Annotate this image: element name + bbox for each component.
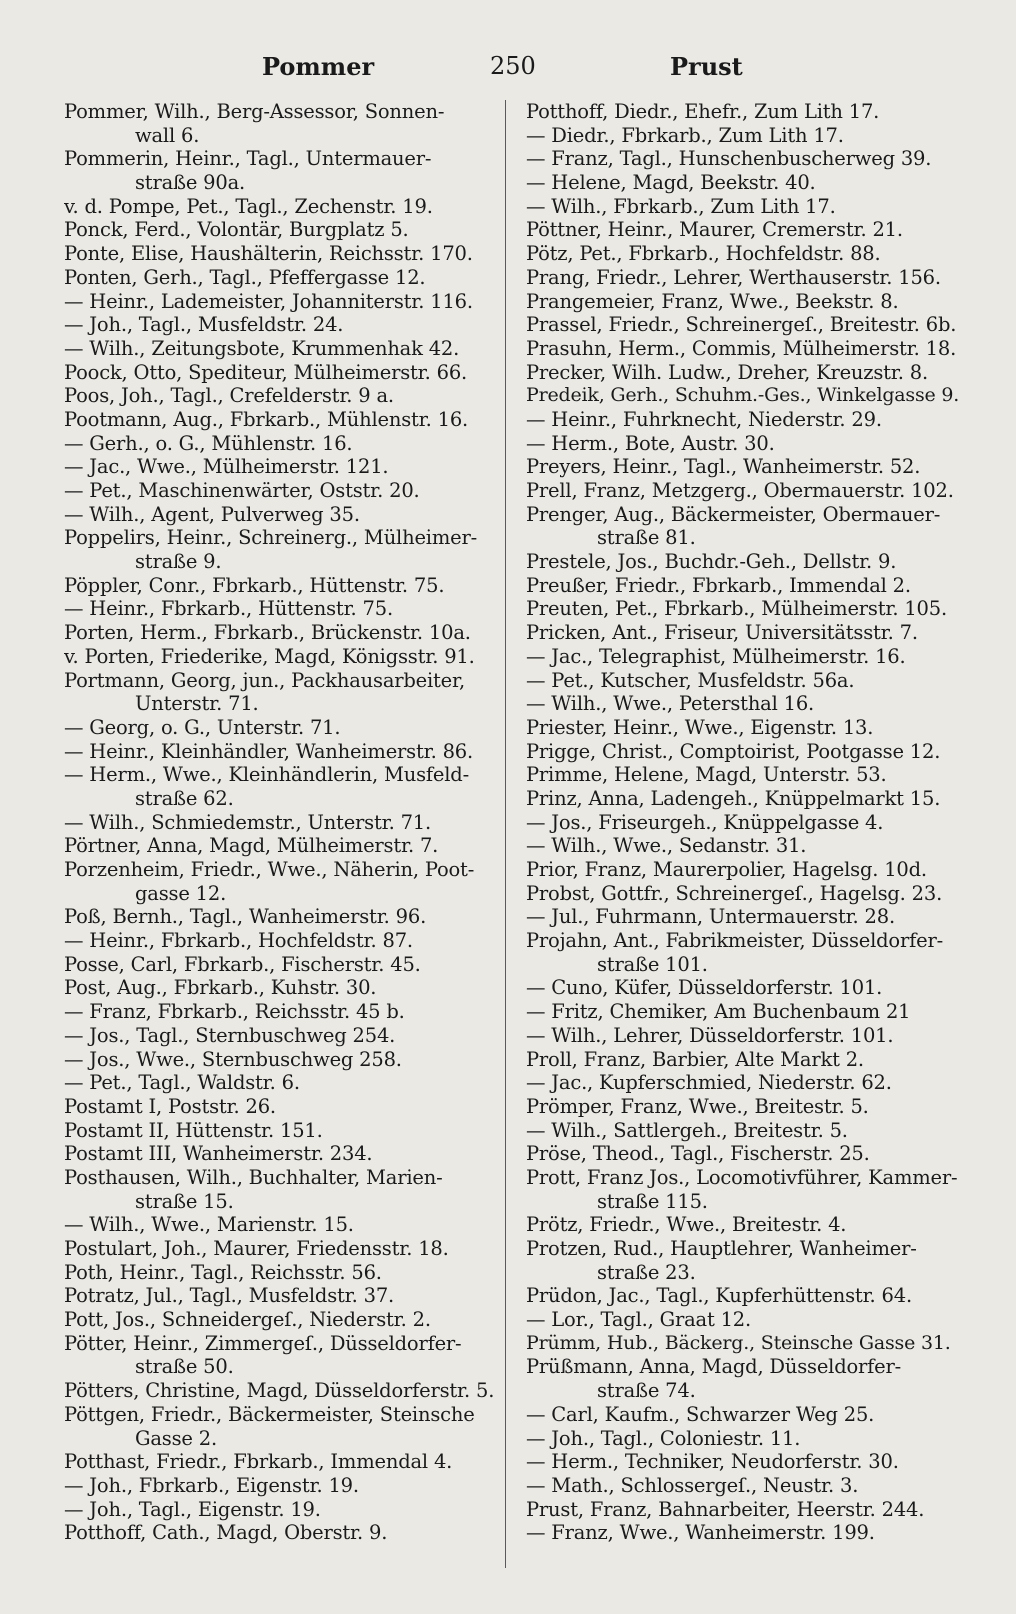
directory-entry-line: Poppelirs, Heinr., Schreinerg., Mülheimer- bbox=[64, 526, 477, 550]
directory-entry-line: — Heinr., Fuhrknecht, Niederstr. 29. bbox=[526, 407, 882, 431]
directory-entry-line: — Herm., Techniker, Neudorferstr. 30. bbox=[526, 1450, 899, 1474]
entry-continuation-line: straße 74. bbox=[597, 1379, 696, 1403]
directory-entry-line: Pöppler, Conr., Fbrkarb., Hüttenstr. 75. bbox=[64, 573, 445, 597]
directory-entry-line: Postamt I, Poststr. 26. bbox=[64, 1094, 276, 1118]
directory-entry-line: Post, Aug., Fbrkarb., Kuhstr. 30. bbox=[64, 976, 377, 1000]
left-column bbox=[64, 100, 498, 1545]
directory-entry-line: Prömper, Franz, Wwe., Breitestr. 5. bbox=[526, 1094, 869, 1118]
directory-entry-line: Priester, Heinr., Wwe., Eigenstr. 13. bbox=[526, 715, 874, 739]
directory-entry-line: — Pet., Maschinenwärter, Oststr. 20. bbox=[64, 479, 420, 502]
directory-entry-line: Prüdon, Jac., Tagl., Kupferhüttenstr. 64. bbox=[526, 1284, 912, 1308]
directory-entry-line: Pootmann, Aug., Fbrkarb., Mühlenstr. 16. bbox=[64, 407, 469, 431]
directory-entry-line: Prang, Friedr., Lehrer, Werthauserstr. 156. bbox=[526, 265, 941, 289]
directory-entry-line: — Herm., Bote, Austr. 30. bbox=[526, 431, 775, 455]
entry-continuation-line: wall 6. bbox=[135, 123, 200, 147]
directory-entry-line: Porzenheim, Friedr., Wwe., Näherin, Poot- bbox=[64, 858, 475, 881]
directory-entry-line: — Pet., Kutscher, Musfeldstr. 56a. bbox=[526, 668, 855, 692]
directory-entry-line: — Joh., Tagl., Eigenstr. 19. bbox=[64, 1497, 321, 1521]
directory-entry-line: Prestele, Jos., Buchdr.-Geh., Dellstr. 9. bbox=[526, 550, 897, 574]
directory-entry-line: — Gerh., o. G., Mühlenstr. 16. bbox=[64, 431, 353, 455]
directory-entry-line: Pötz, Pet., Fbrkarb., Hochfeldstr. 88. bbox=[526, 242, 881, 266]
directory-entry-line: Pommerin, Heinr., Tagl., Untermauer- bbox=[64, 147, 432, 171]
directory-entry-line: Poos, Joh., Tagl., Crefelderstr. 9 a. bbox=[64, 384, 394, 408]
directory-entry-line: — Wilh., Schmiedemstr., Unterstr. 71. bbox=[64, 810, 431, 834]
directory-entry-line: — Heinr., Fbrkarb., Hochfeldstr. 87. bbox=[64, 929, 413, 953]
directory-entry-line: Probst, Gottfr., Schreinergeſ., Hagelsg. 23. bbox=[526, 881, 943, 905]
directory-entry-line: — Math., Schlossergeſ., Neustr. 3. bbox=[526, 1473, 859, 1497]
directory-entry-line: Preuten, Pet., Fbrkarb., Mülheimerstr. 105. bbox=[526, 597, 947, 621]
entry-continuation-line: Unterstr. 71. bbox=[135, 692, 259, 716]
directory-entry-line: Primme, Helene, Magd, Unterstr. 53. bbox=[526, 763, 887, 787]
directory-entry-line: Precker, Wilh. Ludw., Dreher, Kreuzstr. 8. bbox=[526, 360, 928, 384]
directory-entry-line: — Jos., Wwe., Sternbuschweg 258. bbox=[64, 1047, 402, 1071]
directory-entry-line: Prell, Franz, Metzgerg., Obermauerstr. 102. bbox=[526, 479, 954, 502]
directory-entry-line: Postulart, Joh., Maurer, Friedensstr. 18. bbox=[64, 1237, 449, 1260]
header-right-keyword: Prust bbox=[670, 52, 743, 81]
directory-entry-line: Postamt III, Wanheimerstr. 234. bbox=[64, 1142, 373, 1166]
directory-entry-line: Prott, Franz Jos., Locomotivführer, Kammer- bbox=[526, 1165, 958, 1189]
directory-entry-line: — Georg, o. G., Unterstr. 71. bbox=[64, 715, 341, 739]
directory-entry-line: Potthoff, Cath., Magd, Oberstr. 9. bbox=[64, 1521, 388, 1545]
directory-entry-line: — Joh., Tagl., Coloniestr. 11. bbox=[526, 1426, 801, 1450]
directory-entry-line: — Wilh., Wwe., Petersthal 16. bbox=[526, 692, 815, 716]
directory-entry-line: — Wilh., Agent, Pulverweg 35. bbox=[64, 502, 360, 526]
header-left-keyword: Pommer bbox=[262, 52, 375, 81]
column-divider bbox=[505, 100, 506, 1568]
directory-entry-line: — Pet., Tagl., Waldstr. 6. bbox=[64, 1071, 300, 1095]
entry-continuation-line: straße 50. bbox=[135, 1355, 234, 1379]
directory-entry-line: Prigge, Christ., Comptoirist, Pootgasse 12. bbox=[526, 739, 941, 763]
directory-entry-line: v. d. Pompe, Pet., Tagl., Zechenstr. 19. bbox=[64, 194, 433, 218]
directory-entry-line: — Wilh., Zeitungsbote, Krummenhak 42. bbox=[64, 336, 460, 360]
directory-entry-line: — Herm., Wwe., Kleinhändlerin, Musfeld- bbox=[64, 763, 469, 787]
directory-entry-line: Posse, Carl, Fbrkarb., Fischerstr. 45. bbox=[64, 952, 421, 976]
directory-entry-line: Prangemeier, Franz, Wwe., Beekstr. 8. bbox=[526, 289, 899, 313]
directory-entry-line: Prümm, Hub., Bäckerg., Steinsche Gasse 31. bbox=[526, 1331, 951, 1354]
directory-entry-line: Projahn, Ant., Fabrikmeister, Düsseldorfer- bbox=[526, 929, 943, 953]
entry-continuation-line: Gasse 2. bbox=[135, 1426, 217, 1450]
directory-entry-line: — Heinr., Lademeister, Johanniterstr. 116. bbox=[64, 289, 473, 313]
entry-continuation-line: straße 90a. bbox=[135, 171, 245, 195]
directory-entry-line: — Jac., Wwe., Mülheimerstr. 121. bbox=[64, 455, 389, 479]
directory-entry-line: Prüßmann, Anna, Magd, Düsseldorfer- bbox=[526, 1355, 902, 1379]
directory-entry-line: Prassel, Friedr., Schreinergeſ., Breitestr. 6b. bbox=[526, 313, 957, 337]
directory-entry-line: Preyers, Heinr., Tagl., Wanheimerstr. 52. bbox=[526, 455, 921, 479]
directory-entry-line: Pricken, Ant., Friseur, Universitätsstr. 7. bbox=[526, 621, 918, 645]
directory-entry-line: Prötz, Friedr., Wwe., Breitestr. 4. bbox=[526, 1213, 847, 1237]
directory-entry-line: Pötters, Christine, Magd, Düsseldorferstr. 5. bbox=[64, 1379, 495, 1403]
directory-entry-line: v. Porten, Friederike, Magd, Königsstr. 91. bbox=[64, 644, 475, 668]
directory-entry-line: Poock, Otto, Spediteur, Mülheimerstr. 66. bbox=[64, 360, 468, 384]
directory-entry-line: Poß, Bernh., Tagl., Wanheimerstr. 96. bbox=[64, 905, 427, 929]
directory-entry-line: — Diedr., Fbrkarb., Zum Lith 17. bbox=[526, 123, 844, 147]
directory-entry-line: — Wilh., Wwe., Marienstr. 15. bbox=[64, 1213, 354, 1237]
directory-entry-line: Ponte, Elise, Haushälterin, Reichsstr. 170. bbox=[64, 242, 473, 266]
page-header bbox=[0, 52, 1016, 88]
directory-entry-line: — Fritz, Chemiker, Am Buchenbaum 21 bbox=[526, 1000, 911, 1024]
directory-entry-line: Preußer, Friedr., Fbrkarb., Immendal 2. bbox=[526, 573, 911, 597]
directory-entry-line: Pott, Jos., Schneidergeſ., Niederstr. 2. bbox=[64, 1308, 431, 1332]
directory-entry-line: — Jac., Kupferschmied, Niederstr. 62. bbox=[526, 1071, 892, 1095]
directory-entry-line: — Heinr., Fbrkarb., Hüttenstr. 75. bbox=[64, 597, 393, 621]
directory-entry-line: Prust, Franz, Bahnarbeiter, Heerstr. 244. bbox=[526, 1497, 925, 1521]
directory-entry-line: Pöttgen, Friedr., Bäckermeister, Steinsche bbox=[64, 1402, 475, 1426]
entry-continuation-line: straße 115. bbox=[597, 1189, 708, 1213]
directory-entry-line: — Heinr., Kleinhändler, Wanheimerstr. 86. bbox=[64, 739, 473, 763]
directory-entry-line: — Jul., Fuhrmann, Untermauerstr. 28. bbox=[526, 905, 895, 929]
directory-entry-line: Ponck, Ferd., Volontär, Burgplatz 5. bbox=[64, 218, 409, 242]
directory-entry-line: Pötter, Heinr., Zimmergeſ., Düsseldorfer- bbox=[64, 1331, 462, 1355]
directory-entry-line: Potthoff, Diedr., Ehefr., Zum Lith 17. bbox=[526, 100, 880, 123]
directory-entry-line: Poth, Heinr., Tagl., Reichsstr. 56. bbox=[64, 1260, 382, 1284]
directory-entry-line: Potthast, Friedr., Fbrkarb., Immendal 4. bbox=[64, 1450, 453, 1474]
entry-continuation-line: straße 9. bbox=[135, 550, 222, 574]
directory-entry-line: — Jac., Telegraphist, Mülheimerstr. 16. bbox=[526, 644, 906, 668]
directory-entry-line: Prasuhn, Herm., Commis, Mülheimerstr. 18. bbox=[526, 336, 957, 360]
directory-entry-line: — Helene, Magd, Beekstr. 40. bbox=[526, 171, 816, 195]
directory-entry-line: Posthausen, Wilh., Buchhalter, Marien- bbox=[64, 1165, 443, 1189]
entry-continuation-line: straße 81. bbox=[597, 526, 696, 550]
directory-entry-line: — Wilh., Lehrer, Düsseldorferstr. 101. bbox=[526, 1023, 894, 1047]
entry-continuation-line: straße 15. bbox=[135, 1189, 234, 1213]
directory-entry-line: — Jos., Tagl., Sternbuschweg 254. bbox=[64, 1023, 396, 1047]
directory-entry-line: — Carl, Kaufm., Schwarzer Weg 25. bbox=[526, 1402, 875, 1426]
right-column bbox=[526, 100, 960, 1545]
directory-entry-line: Pröse, Theod., Tagl., Fischerstr. 25. bbox=[526, 1142, 870, 1166]
directory-entry-line: Prenger, Aug., Bäckermeister, Obermauer- bbox=[526, 502, 941, 526]
directory-entry-line: — Franz, Fbrkarb., Reichsstr. 45 b. bbox=[64, 1000, 405, 1024]
directory-entry-line: — Wilh., Fbrkarb., Zum Lith 17. bbox=[526, 194, 836, 218]
page-number: 250 bbox=[490, 52, 536, 80]
entry-continuation-line: straße 62. bbox=[135, 786, 234, 810]
directory-entry-line: — Joh., Tagl., Musfeldstr. 24. bbox=[64, 313, 344, 337]
entry-continuation-line: straße 23. bbox=[597, 1260, 696, 1284]
directory-entry-line: — Franz, Wwe., Wanheimerstr. 199. bbox=[526, 1521, 875, 1545]
directory-entry-line: Predeik, Gerh., Schuhm.-Ges., Winkelgasse 9. bbox=[526, 384, 960, 407]
directory-entry-line: Porten, Herm., Fbrkarb., Brückenstr. 10a. bbox=[64, 621, 471, 645]
directory-entry-line: — Lor., Tagl., Graat 12. bbox=[526, 1308, 751, 1332]
directory-entry-line: Pörtner, Anna, Magd, Mülheimerstr. 7. bbox=[64, 834, 439, 858]
directory-entry-line: Pöttner, Heinr., Maurer, Cremerstr. 21. bbox=[526, 218, 903, 242]
entry-continuation-line: gasse 12. bbox=[135, 881, 227, 905]
directory-entry-line: Portmann, Georg, jun., Packhausarbeiter, bbox=[64, 668, 465, 692]
directory-entry-line: Potratz, Jul., Tagl., Musfeldstr. 37. bbox=[64, 1284, 395, 1308]
directory-entry-line: Pommer, Wilh., Berg-Assessor, Sonnen- bbox=[64, 100, 445, 123]
directory-entry-line: Ponten, Gerh., Tagl., Pfeffergasse 12. bbox=[64, 265, 426, 289]
directory-entry-line: — Jos., Friseurgeh., Knüppelgasse 4. bbox=[526, 810, 884, 834]
directory-entry-line: Proll, Franz, Barbier, Alte Markt 2. bbox=[526, 1047, 864, 1071]
directory-entry-line: Prinz, Anna, Ladengeh., Knüppelmarkt 15. bbox=[526, 786, 941, 810]
directory-entry-line: Prior, Franz, Maurerpolier, Hagelsg. 10d. bbox=[526, 858, 927, 881]
directory-entry-line: — Cuno, Küfer, Düsseldorferstr. 101. bbox=[526, 976, 883, 1000]
directory-entry-line: Postamt II, Hüttenstr. 151. bbox=[64, 1118, 323, 1142]
entry-continuation-line: straße 101. bbox=[597, 952, 708, 976]
directory-entry-line: — Wilh., Sattlergeh., Breitestr. 5. bbox=[526, 1118, 848, 1142]
directory-entry-line: — Wilh., Wwe., Sedanstr. 31. bbox=[526, 834, 807, 858]
directory-entry-line: Protzen, Rud., Hauptlehrer, Wanheimer- bbox=[526, 1237, 917, 1260]
directory-entry-line: — Joh., Fbrkarb., Eigenstr. 19. bbox=[64, 1473, 359, 1497]
directory-entry-line: — Franz, Tagl., Hunschenbuscherweg 39. bbox=[526, 147, 932, 171]
